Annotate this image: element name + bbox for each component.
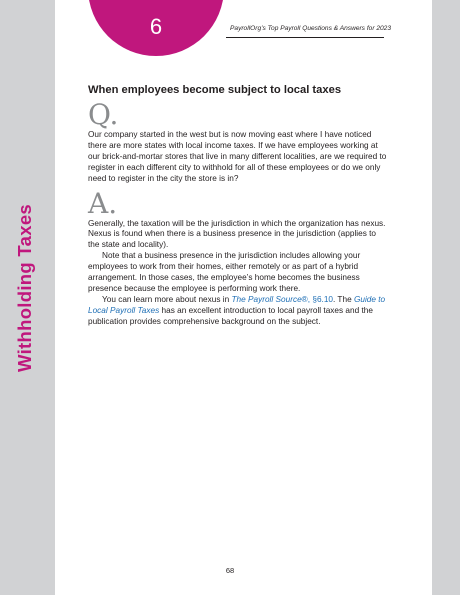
answer-label: A. bbox=[88, 186, 118, 220]
question-label: Q. bbox=[88, 98, 119, 131]
answer-p3-tail: has an excellent introduction to local payroll taxes and the publication provides comprehensive background on the subject. bbox=[88, 305, 373, 326]
question-text: Our company started in the west but is now moving east where I have noticed there are more states with local income taxes. If we have employees working at our brick-and-mortar stores that live in many different localities, are we required to register in each different city to withhold for all of these employees or do we only need to register in the city the store is in? bbox=[88, 130, 387, 183]
main-content bbox=[88, 82, 388, 328]
section-title: When employees become subject to local taxes bbox=[88, 84, 342, 96]
answer-p3-mid: . The bbox=[333, 294, 354, 304]
running-head: PayrollOrg’s Top Payroll Questions & Answers for 2023 bbox=[230, 25, 392, 32]
answer-paragraph-2: Note that a business presence in the jurisdiction includes allowing your employees to work from their homes, either remotely or as part of a hybrid arrangement. In those cases, the employee’s home becomes the business presence because the employee is performing work there. bbox=[88, 251, 361, 293]
chapter-number: 6 bbox=[149, 14, 163, 39]
registered-mark: ® bbox=[301, 294, 308, 304]
answer-p3-lead: You can learn more about nexus in bbox=[102, 294, 232, 304]
answer-paragraph-1: Generally, the taxation will be the jurisdiction in which the organization has nexus. Nexus is found when there is a business presence in the jurisdiction (applies to the state and locality). bbox=[88, 218, 386, 250]
right-margin-band bbox=[432, 0, 460, 595]
running-head-rule bbox=[226, 37, 384, 38]
side-tab-label: Withholding Taxes bbox=[14, 203, 35, 372]
page-number: 68 bbox=[225, 566, 235, 575]
section-reference-link[interactable]: , §6.10 bbox=[307, 294, 333, 304]
payroll-source-link[interactable]: The Payroll Source bbox=[231, 294, 302, 304]
answer-paragraph-3 bbox=[88, 295, 388, 328]
local-payroll-guide-link[interactable]: Guide to Local Payroll Taxes bbox=[88, 294, 386, 315]
